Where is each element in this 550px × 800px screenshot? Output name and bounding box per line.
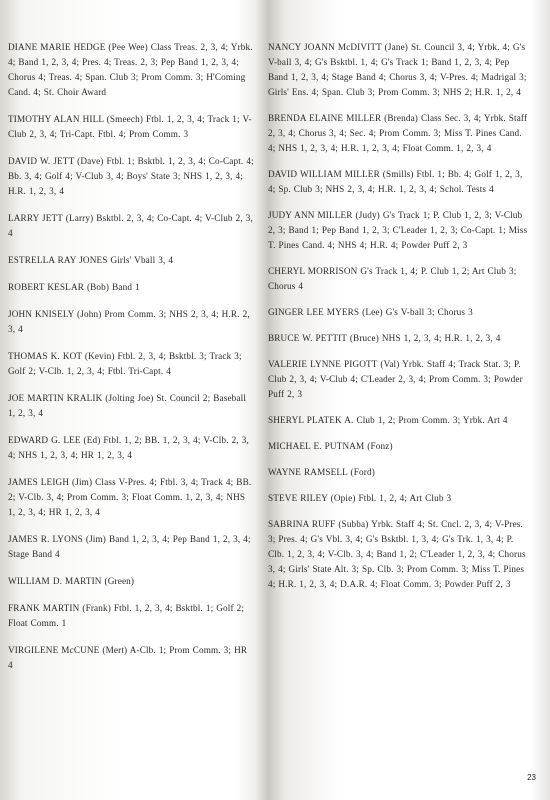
senior-entry: JAMES LEIGH (Jim) Class V-Pres. 4; Ftbl. 3, 4; Track 4; BB. 2; V-Clb. 3, 4; Prom Comm. 3; Float Comm. 1, 2, 3, 4; NHS 1, 2, 3, 4; HR 1, 2, 3, 4: [8, 477, 252, 517]
senior-entry: STEVE RILEY (Opie) Ftbl. 1, 2, 4; Art Club 3: [268, 493, 452, 503]
senior-entry: NANCY JOANN McDIVITT (Jane) St. Council 3, 4; Yrbk. 4; G's V-ball 3, 4; G's Bsktbl. 1, 4; G's Track 1; Band 1, 2, 3, 4; Pep Band 1, 2, 3, 4; Stage Band 4; Chorus 3, 4; V-Pres. 4; Madrigal 3; Girls' Ens. 4; Span. Club 3; Prom Comm. 3; NHS 2; H.R. 1, 2, 4: [268, 42, 527, 97]
page-number: 23: [527, 773, 536, 782]
senior-entry: TIMOTHY ALAN HILL (Smeech) Ftbl. 1, 2, 3, 4; Track 1; V-Club 2, 3, 4; Tri-Capt. Ftbl. 4; Prom Comm. 3: [8, 114, 252, 139]
senior-entry: DAVID W. JETT (Dave) Ftbl. 1; Bsktbl. 1, 2, 3, 4; Co-Capt. 4; Bb. 3, 4; Golf 4; V-Club 3, 4; Boys' State 3; NHS 1, 2, 3, 4; H.R. 1, 2, 3, 4: [8, 156, 254, 196]
senior-entry: CHERYL MORRISON G's Track 1, 4; P. Club 1, 2; Art Club 3; Chorus 4: [268, 266, 517, 291]
senior-entry: VIRGILENE McCUNE (Mert) A-Clb. 1; Prom Comm. 3; HR 4: [8, 645, 248, 670]
left-column: [8, 40, 254, 685]
senior-entry: FRANK MARTIN (Frank) Ftbl. 1, 2, 3, 4; Bsktbl. 1; Golf 2; Float Comm. 1: [8, 603, 245, 628]
senior-entry: ESTRELLA RAY JONES Girls' Vball 3, 4: [8, 255, 174, 265]
senior-entry: ROBERT KESLAR (Bob) Band 1: [8, 282, 140, 292]
senior-entry: THOMAS K. KOT (Kevin) Ftbl. 2, 3, 4; Bsktbl. 3; Track 3; Golf 2; V-Clb. 1, 2, 3, 4; Ftbl. Tri-Capt. 4: [8, 351, 242, 376]
senior-entry: SHERYL PLATEK A. Club 1, 2; Prom Comm. 3; Yrbk. Art 4: [268, 415, 508, 425]
senior-entry: JOE MARTIN KRALIK (Jolting Joe) St. Council 2; Baseball 1, 2, 3, 4: [8, 393, 247, 418]
senior-entry: BRUCE W. PETTIT (Bruce) NHS 1, 2, 3, 4; H.R. 1, 2, 3, 4: [268, 333, 501, 343]
senior-entry: DIANE MARIE HEDGE (Pee Wee) Class Treas. 2, 3, 4; Yrbk. 4; Band 1, 2, 3, 4; Pres. 4; Treas. 2, 3; Pep Band 1, 2, 3, 4; Chorus 4; Treas. 4; Span. Club 3; Prom Comm. 3; H'Coming Cand. 4; St. Choir Award: [8, 42, 253, 97]
senior-entry: WILLIAM D. MARTIN (Green): [8, 576, 135, 586]
senior-entry: EDWARD G. LEE (Ed) Ftbl. 1, 2; BB. 1, 2, 3, 4; V-Clb. 2, 3, 4; NHS 1, 2, 3, 4; HR 1, 2, 3, 4: [8, 435, 249, 460]
right-column: [268, 40, 530, 603]
senior-entry: BRENDA ELAINE MILLER (Brenda) Class Sec. 3, 4; Yrbk. Staff 2, 3, 4; Chorus 3, 4; Sec. 4; Prom Comm. 3; Miss T. Pines Cand. 4; NHS 1, 2, 3, 4; H.R. 1, 2, 3, 4; Float Comm. 1, 2, 3, 4: [268, 113, 528, 153]
senior-entry: JAMES R. LYONS (Jim) Band 1, 2, 3, 4; Pep Band 1, 2, 3, 4; Stage Band 4: [8, 534, 251, 559]
senior-entry: DAVID WILLIAM MILLER (Smills) Ftbl. 1; Bb. 4; Golf 1, 2, 3, 4; Sp. Club 3; NHS 2, 3, 4; H.R. 1, 2, 3, 4; Schol. Tests 4: [268, 169, 523, 194]
senior-entry: GINGER LEE MYERS (Lee) G's V-ball 3; Chorus 3: [268, 307, 473, 317]
senior-entry: SABRINA RUFF (Subba) Yrbk. Staff 4; St. Cncl. 2, 3, 4; V-Pres. 3; Pres. 4; G's Vbl. 3, 4; G's Bsktbl. 1, 3, 4; G's Trk. 1, 3, 4; P. Clb. 1, 2, 3, 4; V-Clb. 3, 4; Band 1, 2; C'Leader 1, 2, 3, 4; Chorus 3, 4; Girls' State Alt. 3; Sp. Clb. 3; Prom Comm. 3; Miss T. Pines 4; H.R. 1, 2, 3, 4; D.A.R. 4; Float Comm. 3; Powder Puff 2, 3: [268, 519, 526, 589]
senior-entry: VALERIE LYNNE PIGOTT (Val) Yrbk. Staff 4; Track Stat. 3; P. Club 2, 3, 4; V-Club 4; C'Leader 2, 3, 4; Prom Comm. 3; Powder Puff 2, 3: [268, 359, 523, 399]
senior-entry: WAYNE RAMSELL (Ford): [268, 467, 375, 477]
senior-entry: MICHAEL E. PUTNAM (Fonz): [268, 441, 393, 451]
senior-entry: JOHN KNISELY (John) Prom Comm. 3; NHS 2, 3, 4; H.R. 2, 3, 4: [8, 309, 250, 334]
senior-entry: LARRY JETT (Larry) Bsktbl. 2, 3, 4; Co-Capt. 4; V-Club 2, 3, 4: [8, 213, 253, 238]
senior-entry: JUDY ANN MILLER (Judy) G's Track 1; P. Club 1, 2, 3; V-Club 2, 3; Band 1; Pep Band 1, 2, 3; C'Leader 1, 2, 3; Co-Capt. 1; Miss T. Pines Cand. 4; NHS 4; H.R. 4; Powder Puff 2, 3: [268, 210, 528, 250]
